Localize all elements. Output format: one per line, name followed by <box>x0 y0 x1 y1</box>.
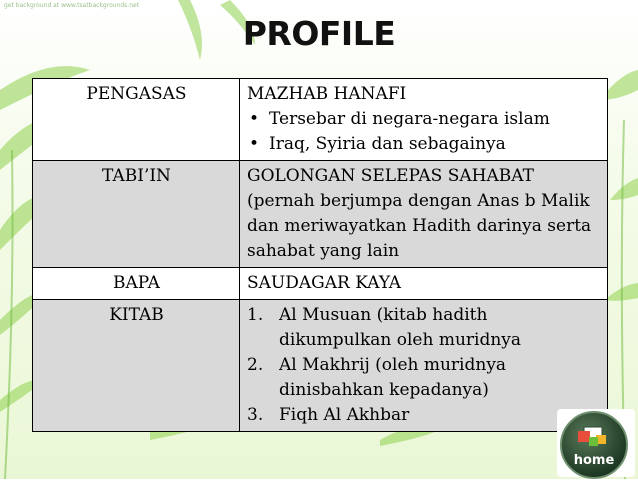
row-text: (pernah berjumpa dengan Anas b Malik dan meriwayatkan Hadith darinya serta sahabat yang lain <box>247 191 592 261</box>
home-button[interactable] <box>557 409 635 477</box>
row-value <box>240 161 608 268</box>
background-credit: get background at www.tsatbackgrounds.net <box>4 2 140 9</box>
row-heading: GOLONGAN SELEPAS SAHABAT <box>247 166 534 186</box>
item-number: 2. <box>247 355 264 375</box>
item-text: Fiqh Al Akhbar <box>279 405 410 425</box>
bullet-list <box>247 107 601 157</box>
list-item <box>247 403 601 428</box>
row-heading: MAZHAB HANAFI <box>247 84 407 104</box>
row-key: PENGASAS <box>33 79 240 161</box>
table-row <box>33 300 608 432</box>
row-key: TABI’IN <box>33 161 240 268</box>
item-text: Al Musuan (kitab hadith dikumpulkan oleh muridnya <box>279 305 522 350</box>
row-heading: SAUDAGAR KAYA <box>247 273 401 293</box>
list-item: • Tersebar di negara-negara islam <box>269 107 601 132</box>
list-item <box>247 303 601 353</box>
item-number: 1. <box>247 305 264 325</box>
profile-table <box>32 78 608 432</box>
row-value <box>240 300 608 432</box>
row-key: BAPA <box>33 268 240 300</box>
numbered-list <box>247 303 601 428</box>
home-icon <box>560 411 628 479</box>
table-row <box>33 161 608 268</box>
row-value <box>240 79 608 161</box>
home-label: home <box>573 453 615 468</box>
row-value <box>240 268 608 300</box>
list-item: • Iraq, Syiria dan sebagainya <box>269 132 601 157</box>
item-text: Al Makhrij (oleh muridnya dinisbahkan kepadanya) <box>279 355 507 400</box>
table-row <box>33 268 608 300</box>
table-row <box>33 79 608 161</box>
page-title: PROFILE <box>242 14 396 53</box>
list-item <box>247 353 601 403</box>
item-number: 3. <box>247 405 264 425</box>
row-key: KITAB <box>33 300 240 432</box>
